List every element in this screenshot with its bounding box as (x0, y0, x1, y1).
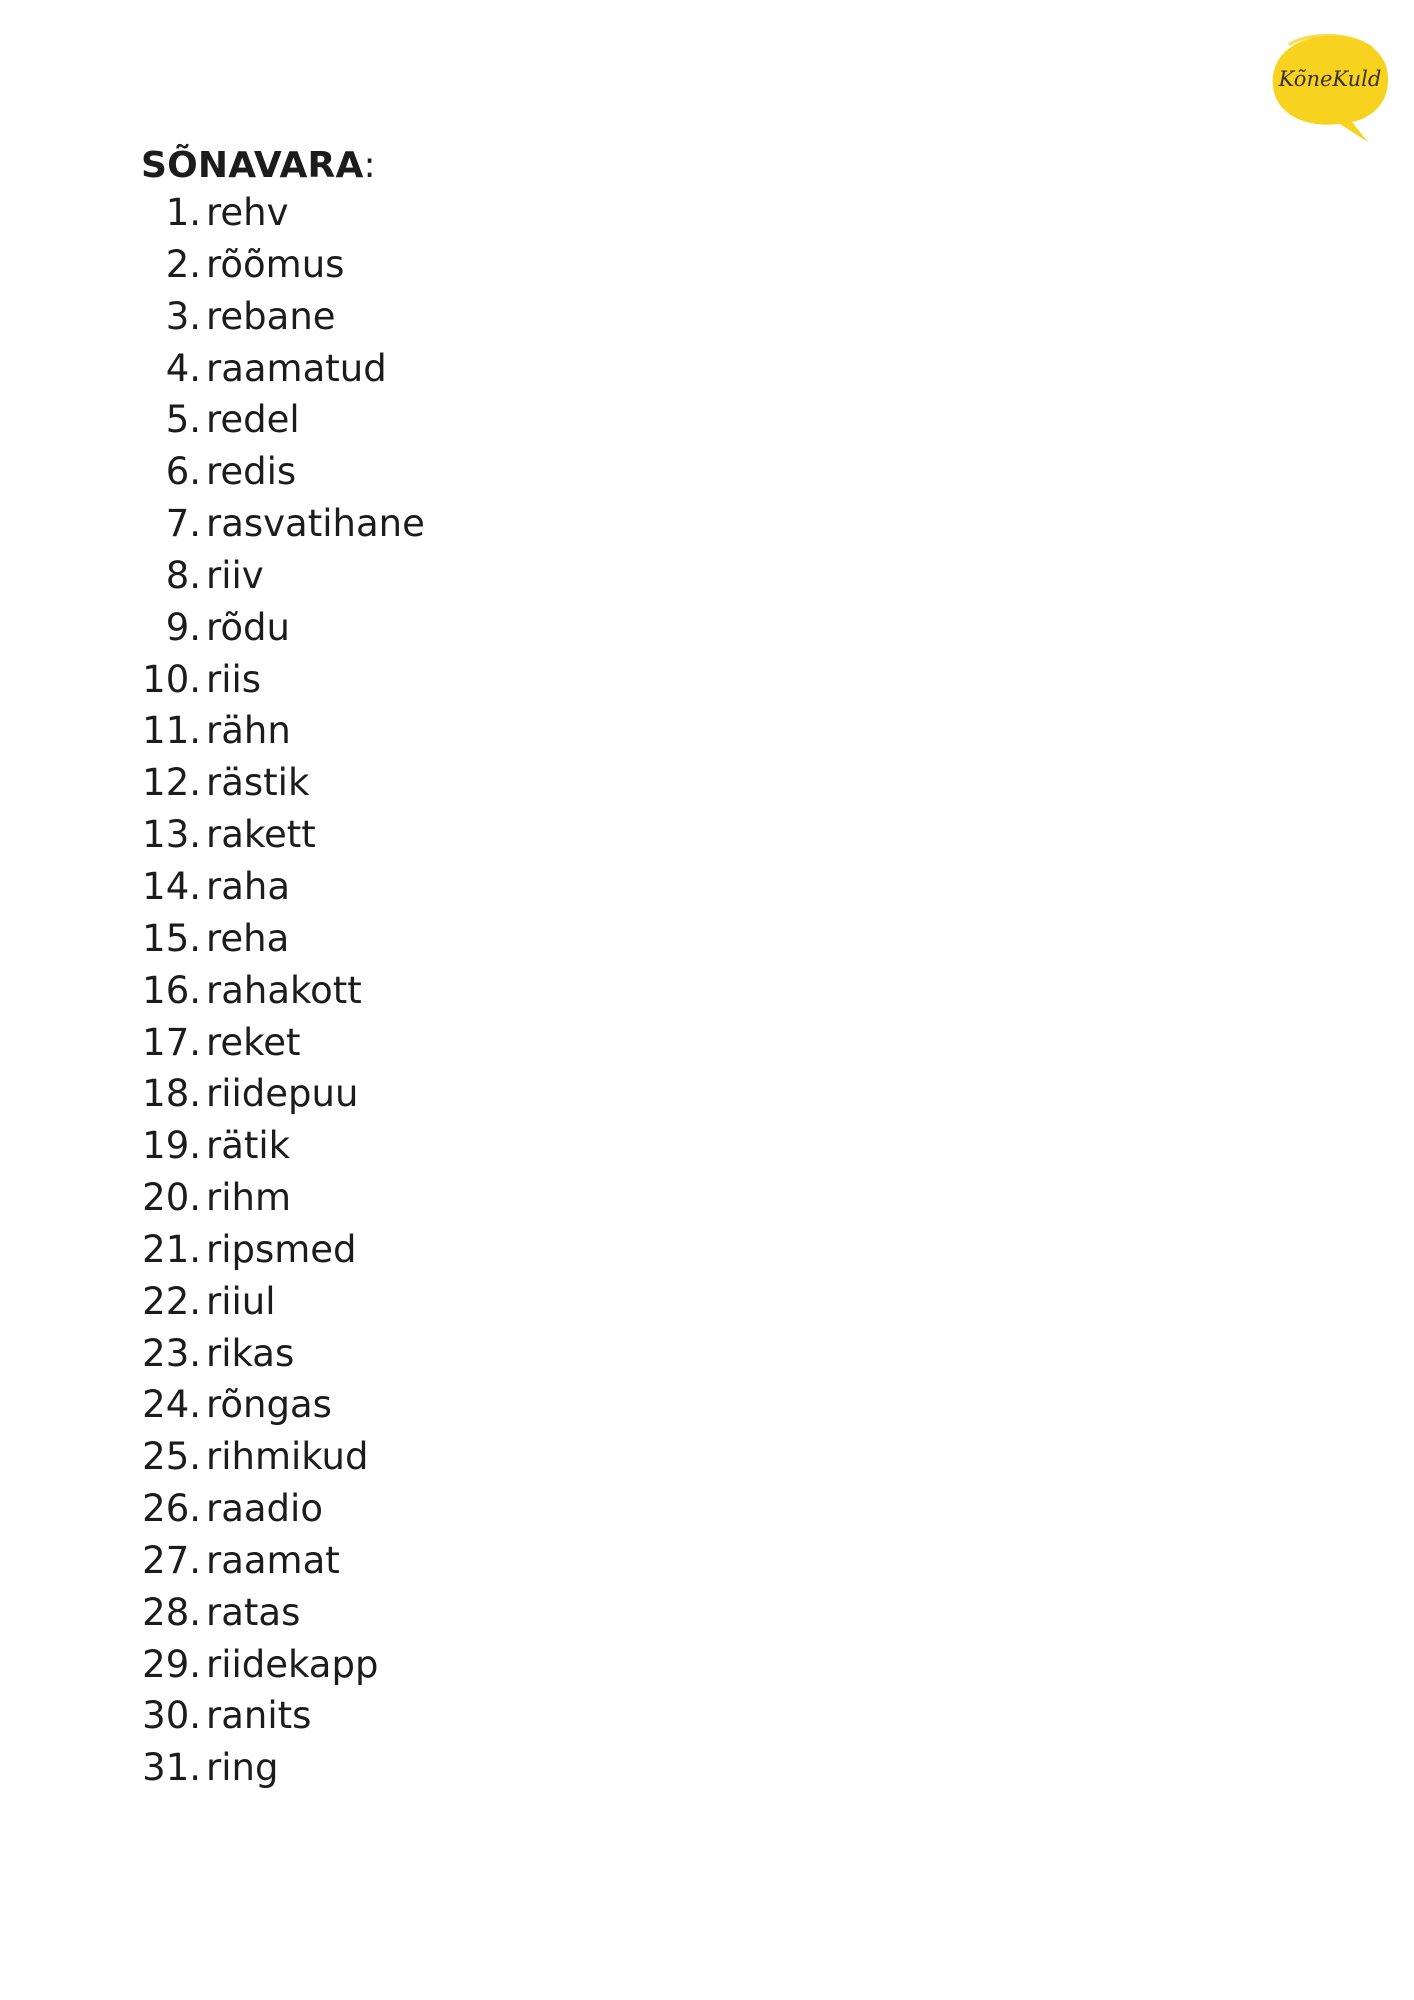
item-number: 4. (165, 346, 201, 390)
item-number: 6. (165, 450, 201, 494)
item-word: ring (206, 1746, 279, 1790)
heading-colon: : (363, 145, 376, 186)
item-number: 1. (165, 191, 201, 234)
item-word: riiul (206, 1279, 276, 1323)
item-word: rihm (206, 1176, 291, 1220)
item-word: riiv (206, 553, 264, 597)
item-word: rehv (206, 191, 289, 234)
item-word: redel (206, 398, 300, 442)
item-word: riidekapp (206, 1642, 379, 1686)
item-word: riidepuu (206, 1072, 359, 1116)
item-number: 12. (142, 761, 201, 805)
item-number: 3. (165, 294, 201, 338)
item-word: rästik (206, 761, 310, 805)
item-number: 24. (142, 1383, 201, 1427)
item-number: 17. (142, 1020, 201, 1064)
item-number: 15. (142, 916, 201, 960)
item-number: 11. (142, 709, 201, 753)
item-number: 29. (142, 1642, 201, 1686)
item-word: rähn (206, 709, 291, 753)
item-number: 8. (165, 553, 201, 597)
item-word: riis (206, 657, 262, 701)
item-number: 19. (142, 1124, 201, 1168)
item-number: 18. (142, 1072, 201, 1116)
item-number: 7. (165, 502, 201, 546)
item-number: 30. (142, 1694, 201, 1738)
item-word: reket (206, 1020, 301, 1064)
item-number: 9. (165, 605, 201, 649)
item-word: raadio (206, 1487, 323, 1531)
item-word: rõõmus (206, 242, 345, 286)
item-word: reha (206, 916, 290, 960)
item-word: ranits (206, 1694, 312, 1738)
item-word: rebane (206, 294, 336, 338)
item-number: 25. (142, 1435, 201, 1479)
item-word: raamat (206, 1538, 340, 1582)
item-word: rakett (206, 813, 316, 857)
item-number: 23. (142, 1331, 201, 1375)
item-number: 10. (142, 657, 201, 701)
page-heading (141, 140, 376, 192)
item-number: 22. (142, 1279, 201, 1323)
item-number: 16. (142, 968, 201, 1012)
item-number: 13. (142, 813, 201, 857)
item-number: 21. (142, 1227, 201, 1271)
item-word: rahakott (206, 968, 362, 1012)
item-word: rikas (206, 1331, 295, 1375)
item-number: 14. (142, 864, 201, 908)
item-word: ratas (206, 1590, 301, 1634)
item-word: rihmikud (206, 1435, 369, 1479)
item-number: 5. (165, 398, 201, 442)
item-word: redis (206, 450, 297, 494)
item-word: rõngas (206, 1383, 332, 1427)
item-word: raha (206, 864, 291, 908)
konekuld-logo (1268, 30, 1394, 146)
item-number: 27. (142, 1538, 201, 1582)
item-number: 20. (142, 1176, 201, 1220)
speech-bubble-logo-icon (1268, 30, 1394, 146)
item-word: rätik (206, 1124, 291, 1168)
item-word: rõdu (206, 605, 290, 649)
logo-text: KõneKuld (1278, 67, 1382, 91)
item-word: raamatud (206, 346, 387, 390)
item-number: 2. (165, 242, 201, 286)
item-word: ripsmed (206, 1227, 357, 1271)
heading-title: SÕNAVARA (141, 145, 364, 186)
item-word: rasvatihane (206, 502, 425, 546)
item-number: 28. (142, 1590, 201, 1634)
item-number: 31. (142, 1746, 201, 1790)
item-number: 26. (142, 1487, 201, 1531)
